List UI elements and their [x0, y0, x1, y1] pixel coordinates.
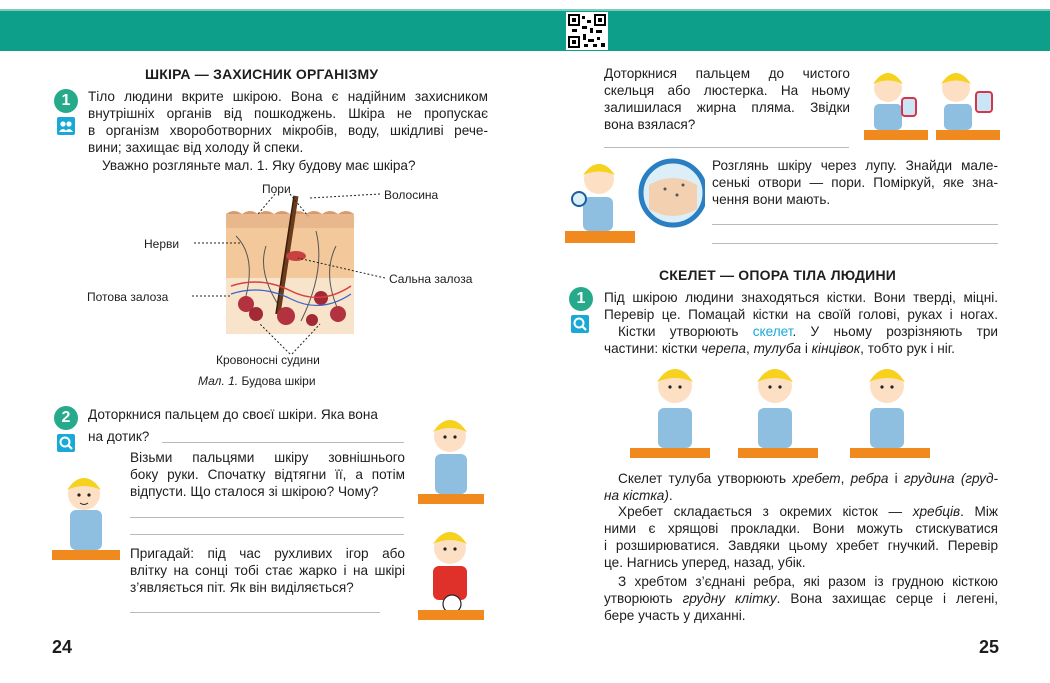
label-sebaceous-gland: Сальна залоза — [389, 272, 473, 286]
skeleton-task-1-badge: 1 — [569, 287, 593, 311]
task-2-badge: 2 — [54, 406, 78, 430]
right-section-title: СКЕЛЕТ — ОПОРА ТІЛА ЛЮДИНИ — [659, 267, 897, 283]
task-1-text: Тіло людини вкрите шкірою. Вона є надійним захисником внутрішніх органів від пошкоджень. Шкіра не пропускає в організм хвороботворних мікробів, воду, шкідливі рече- вини; захищає від холоду й спеки. — [88, 89, 488, 155]
boy-touching-arm — [850, 369, 930, 458]
figure-caption: Мал. 1. Будова шкіри — [198, 374, 316, 388]
answer-line — [130, 517, 404, 518]
pair-work-icon — [57, 117, 75, 135]
label-blood-vessels: Кровоносні судини — [216, 353, 320, 367]
boy-with-loupe-illustration — [565, 155, 705, 247]
label-hair: Волосина — [384, 188, 439, 202]
answer-line — [130, 612, 380, 613]
answer-line — [162, 442, 404, 443]
task-2-line-2: на дотик? — [88, 429, 150, 444]
answer-line — [130, 534, 404, 535]
boy-touching-head — [630, 369, 710, 458]
header-bar — [0, 11, 1050, 51]
label-sweat-gland: Потова залоза — [87, 290, 169, 304]
loupe-task-text: Розглянь шкіру через лупу. Знайди мале- сенькі отвори — пори. Поміркуй, яке зна- чення вони мають. — [712, 158, 998, 207]
boys-with-mirror-illustration — [864, 64, 1000, 144]
boy-touching-arm-illustration — [418, 410, 484, 506]
task-1-question: Уважно розгляньте мал. 1. Яку будову має шкіра? — [102, 158, 416, 173]
label-pores: Пори — [262, 182, 291, 196]
figure-leader-lines — [180, 186, 390, 356]
task-2-line-1: Доторкнися пальцем до своєї шкіри. Яка вона — [88, 407, 378, 422]
paragraph-rib-cage: З хребтом з’єднані ребра, які разом із грудною кісткою утворюють грудну клітку. Вона захищає серце і легені, бере участь у диханні. — [604, 574, 998, 623]
task-2-sub-1: Візьми пальцями шкіру зовнішнього боку руки. Спочатку відтягни її, а потім відпусти. Що сталося зі шкірою? Чому? — [130, 450, 405, 499]
task-2-sub-2: Пригадай: під час рухливих ігор або влітку на сонці тобі стає жарко і на шкірі з’являється піт. Як він виділяється? — [130, 546, 405, 595]
paragraph-spine: Хребет складається з окремих кісток — хребців. Між ними є хрящові прокладки. Вони можуть стискуватися і розширюватися. Завдяки цьому хребет гнучкий. Перевір це. Нагнись уперед, назад, убік. — [604, 504, 998, 570]
label-nerves: Нерви — [144, 237, 180, 251]
answer-line — [712, 243, 998, 244]
left-section-title: ШКІРА — ЗАХИСНИК ОРГАНІЗМУ — [145, 66, 379, 82]
answer-line — [604, 147, 849, 148]
qr-code-icon — [566, 12, 608, 50]
boy-sweating-with-ball-illustration — [418, 522, 484, 622]
page-number-left: 24 — [52, 637, 73, 657]
boys-touching-bones-illustration — [630, 362, 935, 462]
mirror-task-text: Доторкнися пальцем до чистого скельця або люстерка. На ньому залишилася жирна пляма. Звідки вона взялася? — [604, 66, 850, 132]
research-magnifier-icon — [571, 315, 589, 333]
skeleton-task-1-text: Під шкірою людини знаходяться кістки. Вони тверді, міцні. Перевір це. Помацай кістки на своїй голові, руках і ногах. Кістки утворюють скелет. У ньому розрізняють три частини: кістки черепа, тулуба і кінцівок, тобто рук і ніг. — [604, 290, 998, 356]
paragraph-trunk-skeleton: Скелет тулуба утворюють хребет, ребра і грудина (груд- на кістка). — [604, 471, 998, 503]
research-magnifier-icon — [57, 434, 75, 452]
term-skeleton-link[interactable]: скелет — [752, 324, 793, 339]
task-1-badge: 1 — [54, 89, 78, 113]
boy-touching-chest — [738, 369, 818, 458]
boy-pinching-skin-illustration — [52, 466, 120, 562]
answer-line — [712, 224, 998, 225]
page-number-right: 25 — [979, 637, 1000, 657]
